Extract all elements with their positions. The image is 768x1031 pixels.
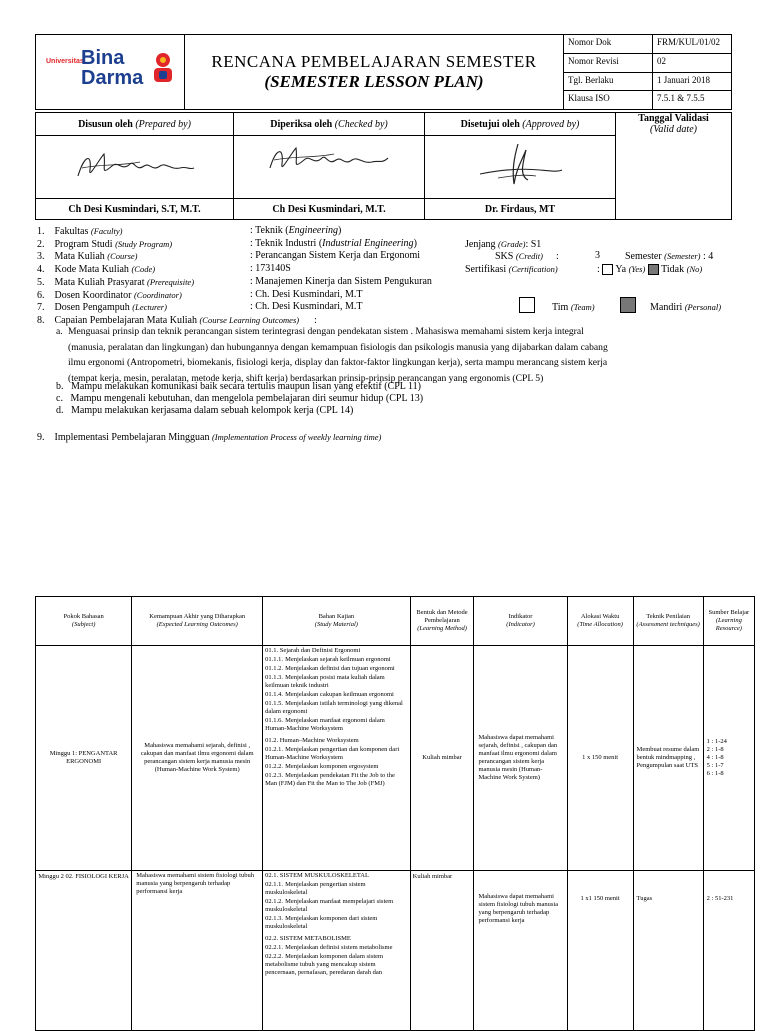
material-item: 01.1.1. Menjelaskan sejarah keilmuan ergonomi [265,656,391,663]
assessment-cell: Membuat resume dalam bentuk mindmapping , Pengumpulan saat UTS [633,646,703,871]
logo-text-small: Universitas [46,58,84,65]
valid-date-cell: Tanggal Validasi (Valid date) [616,113,732,220]
indicator-cell: Mahasiswa dapat memahami sejarah, definisi , cakupan dan manfaat ilmu ergonomi dalam perancangan sistem kerja manusia mesin (Human-Machine Work System) [474,646,567,871]
approved-name: Dr. Firdaus, MT [425,199,616,220]
col-header: Alokasi Waktu (Time Allocation) [567,597,633,646]
assessment-cell: Tugas [633,871,703,1031]
info-faculty: 1. Fakultas (Faculty) [37,226,123,237]
certification-yes-checkbox[interactable] [602,264,613,275]
table-row [36,871,755,1031]
col-header: Teknik Penilaian (Assessment techniques) [633,597,703,646]
prepared-name: Ch Desi Kusmindari, S.T, M.T. [36,199,234,220]
logo-cell [36,35,185,110]
weekly-schedule-table [35,596,755,1031]
material-item: 02.2. SISTEM METABOLISME [265,935,351,942]
col-header: Bahan Kajian (Study Material) [263,597,411,646]
material-item: 01.2.2. Menjelaskan komponen ergosystem [265,763,379,770]
meta-label: Nomor Dok [564,35,653,54]
title-cell [185,35,564,110]
info-certification: Sertifikasi (Certification) [465,264,558,275]
material-item: 01.2. Human–Machine Worksystem [265,737,359,744]
col-header: Indikator (Indicator) [474,597,567,646]
meta-value: 02 [653,53,732,72]
info-credit-value: 3 [595,250,600,261]
material-item: 01.2.1. Menjelaskan pengertian dan komponen dari Human-Machine Worksystem [265,746,400,761]
cpl-c: c. Mampu mengenali kebutuhan, dan mengelola pembelajaran diri seumur hidup (CPL 13) [56,393,424,404]
material-item: 01.2.3. Menjelaskan pendekatan Fit the Job to the Man (FJM) dan Fit the Man to The Job (FMJ) [265,772,395,787]
resource-cell: 1 : 1-24 2 : 1-8 4 : 1-8 5 : 1-7 6 : 1-8 [703,646,754,871]
approved-by-label: Disetujui oleh (Approved by) [425,113,616,136]
document-title: RENCANA PEMBELAJARAN SEMESTER [211,52,537,71]
material-item: 01.1.3. Menjelaskan posisi mata kuliah dalam keilmuan teknik industri [265,674,385,689]
subject-cell: Minggu 2 02. FISIOLOGI KERJA [36,871,132,1031]
team-label: Tim (Team) [552,302,595,313]
checked-signature [234,136,425,199]
material-item: 01.1.2. Menjelaskan definisi dan tujuan ergonomi [265,665,395,672]
prepared-signature [36,136,234,199]
info-credit: SKS (Credit) : [495,251,559,262]
signature-icon [70,146,200,186]
prepared-by-label: Disusun oleh (Prepared by) [36,113,234,136]
cpl-a-text: Menguasai prinsip dan teknik perancangan sistem terintegrasi dengan pendekatan sistem . Mahasiswa memahami sistem kerja integral (manusia, peralatan dan lingkungan) dan hubungannya dengan kemampuan fisiologis dan psikologis manusia yang dijabarkan dalam cabang ilmu ergonomi (Antropometri, biomekanis, fisiologi kerja, display dan faktor-faktor lingkungan kerja), serta mampu merancang sistem kerja (tempat kerja, mesin, peralatan, metode kerja, shift kerja) berdasarkan prinsip-prinsip perancangan yang ergonomis (CPL 5) [68,326,608,384]
material-item: 02.1.1. Menjelaskan pengertian sistem muskuloskeletal [265,881,366,896]
info-coordinator-value: : Ch. Desi Kusmindari, M.T [250,289,363,300]
cpl-b: b. Mampu melakukan komunikasi baik secara tertulis maupun lisan yang efektif (CPL 11) [56,381,422,392]
info-faculty-value: : Teknik (Engineering) [250,225,342,236]
method-cell: Kuliah mimbar [410,646,474,871]
approved-signature [425,136,616,199]
info-code-value: : 173140S [250,263,291,274]
logo-text-bina: Bina [81,47,125,69]
meta-value: FRM/KUL/01/02 [653,35,732,54]
col-header: Bentuk dan Metode Pembelajaran (Learning Method) [410,597,474,646]
checked-by-label: Diperiksa oleh (Checked by) [234,113,425,136]
col-header: Kemampuan Akhir yang Diharapkan (Expected Learning Outcomes) [132,597,263,646]
signature-icon [470,140,570,192]
personal-checkbox[interactable] [620,297,636,313]
material-item: 02.1.2. Menjelaskan manfaat mempelajari sistem muskuloskeletal [265,898,394,913]
material-item: 02.1. SISTEM MUSKULOSKELETAL [265,872,369,879]
info-course: 3. Mata Kuliah (Course) [37,251,138,262]
certification-options: : Ya (Yes) Tidak (No) [597,264,703,275]
material-cell [263,646,411,871]
material-item: 01.1.5. Menjelaskan istilah terminologi yang dikenal dalam ergonomi [265,700,403,715]
university-logo [46,49,176,97]
material-item: 01.1.4. Menjelaskan cakupan keilmuan ergonomi [265,691,394,698]
team-checkbox[interactable] [519,297,535,313]
time-cell: 1 x 150 menit [567,646,633,871]
info-lecturer: 7. Dosen Pengampuh (Lecturer) [37,302,167,313]
material-item: 01.1.6. Menjelaskan manfaat ergonomi dalam Human-Machine Worksystem [265,717,385,732]
document-subtitle: (SEMESTER LESSON PLAN) [264,72,484,91]
approval-table [35,112,732,220]
material-item: 02.2.1. Menjelaskan definisi sistem metabolisme [265,944,393,951]
material-cell [263,871,411,1031]
time-cell: 1 x1 150 menit [567,871,633,1031]
meta-value: 7.5.1 & 7.5.5 [653,91,732,110]
document-header [35,34,732,110]
checked-name: Ch Desi Kusmindari, M.T. [234,199,425,220]
method-cell: Kuliah mimbar [410,871,474,1031]
info-coordinator: 6. Dosen Koordinator (Coordinator) [37,290,182,301]
cpl-d: d. Mampu melakukan kerjasama dalam sebuah kelompok kerja (CPL 14) [56,405,354,416]
info-lecturer-value: : Ch. Desi Kusmindari, M.T [250,301,363,312]
logo-emblem-icon [150,51,176,85]
meta-label: Klausa ISO [564,91,653,110]
col-header: Pokok Bahasan (Subject) [36,597,132,646]
signature-icon [264,142,394,182]
outcome-cell: Mahasiswa memahami sejarah, definisi , cakupan dan manfaat ilmu ergonomi dalam perancangan sistem kerja manusia mesin (Human-Machine Work System) [132,646,263,871]
meta-value: 1 Januari 2018 [653,72,732,91]
personal-label: Mandiri (Personal) [650,302,722,313]
info-program-value: : Teknik Industri (Industrial Engineering) [250,238,417,249]
resource-cell: 2 : 51-231 [703,871,754,1031]
info-prerequisite-value: : Manajemen Kinerja dan Sistem Pengukuran [250,276,432,287]
info-prerequisite: 5. Mata Kuliah Prasyarat (Prerequisite) [37,277,195,288]
material-item: 02.2.2. Menjelaskan komponen dalam sistem metabolisme tubuh yang mencakup sistem pencernaan, pernafasan, peredaran darah dan [265,953,384,976]
info-semester: Semester (Semester) : 4 [625,251,714,262]
info-grade: Jenjang (Grade): S1 [465,239,542,250]
logo-text-darma: Darma [81,67,144,89]
cpl-a-letter: a. [56,326,63,337]
meta-label: Tgl. Berlaku [564,72,653,91]
certification-no-checkbox[interactable] [648,264,659,275]
table-row [36,646,755,871]
subject-cell: Minggu 1: PENGANTAR ERGONOMI [36,646,132,871]
outcome-cell: Mahasiswa memahami sistem fisiologi tubuh manusia yang berpengaruh terhadap performansi kerja [132,871,263,1031]
material-item: 02.1.3. Menjelaskan komponen dari sistem muskuloskeletal [265,915,378,930]
info-learning-outcomes: 8. Capaian Pembelajaran Mata Kuliah (Course Learning Outcomes) : [37,315,317,326]
info-program: 2. Program Studi (Study Program) [37,239,173,250]
info-code: 4. Kode Mata Kuliah (Code) [37,264,156,275]
info-weekly-implementation: 9. Implementasi Pembelajaran Mingguan (Implementation Process of weekly learning time) [37,432,382,443]
info-course-value: : Perancangan Sistem Kerja dan Ergonomi [250,250,421,261]
schedule-header-row [36,597,755,646]
meta-label: Nomor Revisi [564,53,653,72]
indicator-cell: Mahasiswa dapat memahami sistem fisiologi tubuh manusia yang berpengaruh terhadap performansi kerja [474,871,567,1031]
material-item: 01.1. Sejarah dan Definisi Ergonomi [265,647,361,654]
col-header: Sumber Belajar (Learning Resource) [703,597,754,646]
